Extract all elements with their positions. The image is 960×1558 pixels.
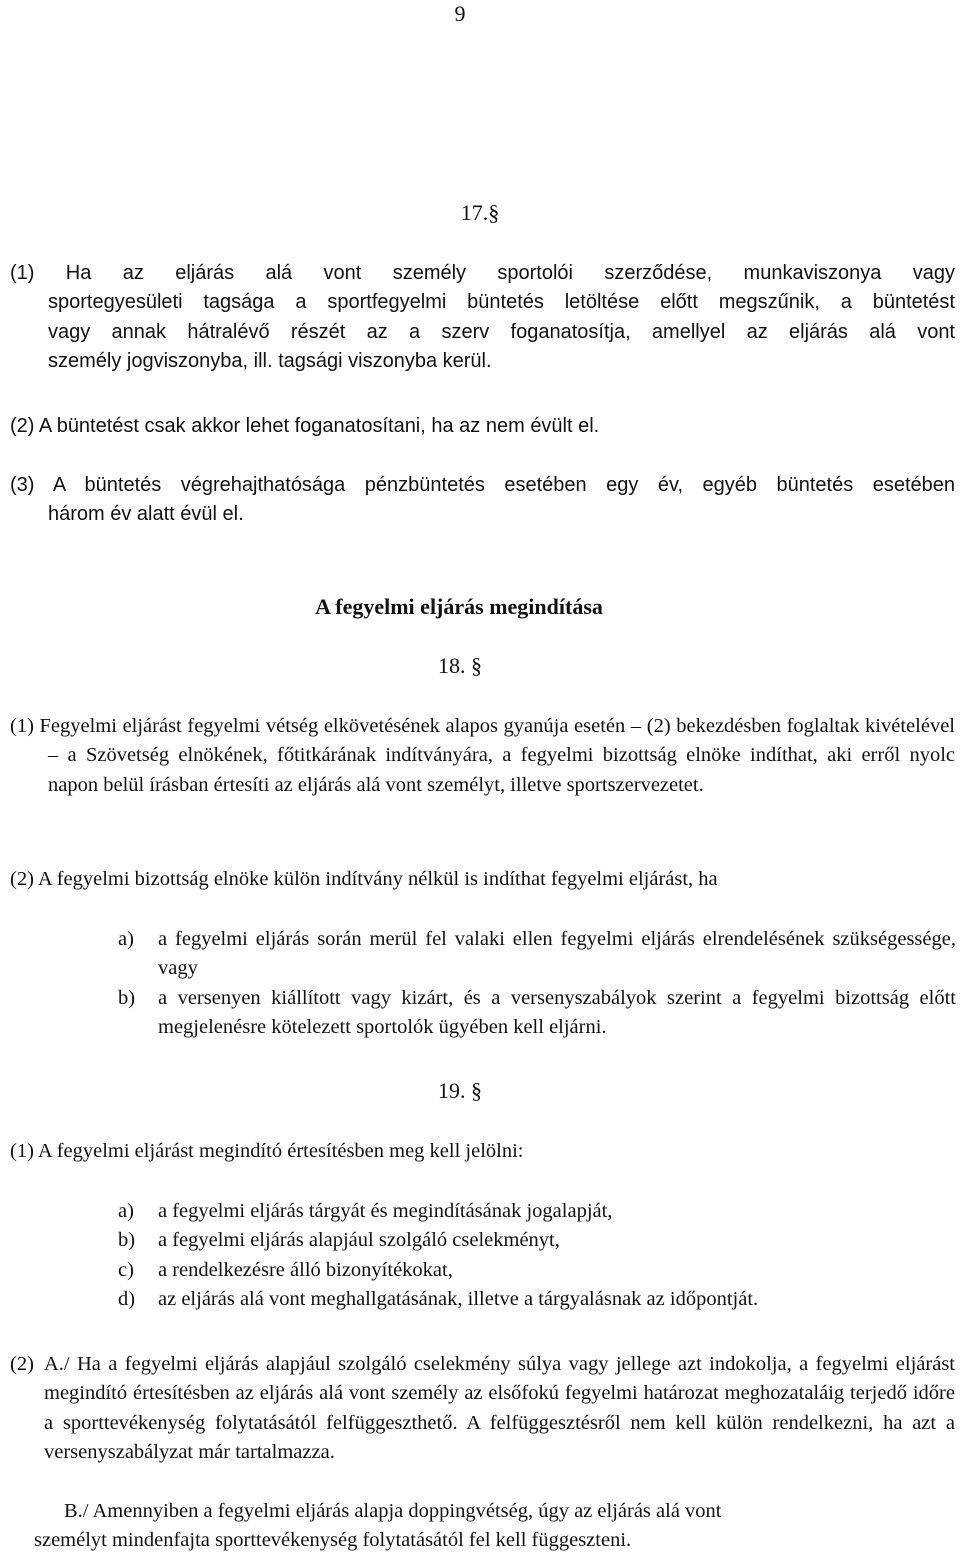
section-17-paragraph-2: (2) A büntetést csak akkor lehet foganatosítani, ha az nem évült el.	[10, 415, 600, 437]
section-17-paragraph-1	[10, 259, 955, 376]
list-item	[118, 1226, 956, 1255]
list-item-label: b)	[118, 1229, 136, 1252]
list-item	[118, 1285, 956, 1314]
list-item-label: c)	[118, 1258, 134, 1281]
page-number: 9	[454, 1, 466, 26]
section-18-paragraph-1: (1) Fegyelmi eljárást fegyelmi vétség elkövetésének alapos gyanúja esetén – (2) bekezdésben foglaltak kivételével – a Szövetség elnökének, főtitkárának indítványára, a fegyelmi bizottság elnöke indíthat, aki erről nyolc napon belül írásban értesíti az eljárás alá vont személyt, illetve sportszervezetet.	[10, 715, 955, 796]
paragraph-2a	[44, 1350, 955, 1467]
text-line: (1) Ha az eljárás alá vont személy sportolói szerződése, munkaviszonya vagy	[10, 262, 955, 284]
list-item-label: a)	[118, 928, 134, 950]
list-item-text: az eljárás alá vont meghallgatásának, illetve a tárgyalásnak az időpontját.	[158, 1287, 759, 1310]
list-item-text: a fegyelmi eljárás során merül fel valaki ellen fegyelmi eljárás elrendelésének szükségessége, vagy	[158, 928, 956, 980]
paragraph-2a-text: A./ Ha a fegyelmi eljárás alapjául szolgáló cselekmény súlya vagy jellege azt indokolja, a fegyelmi eljárást megindító értesítésben az eljárás alá vont személy az elsőfokú fegyelmi határozat meghozataláig terjedő időre a sporttevékenység folytatásától felfüggeszthető. A felfüggesztésről nem kell külön rendelkezni, ha azt a versenyszabályzat már tartalmazza.	[44, 1353, 955, 1463]
section-19-paragraph-2	[10, 1350, 955, 1467]
section-19-paragraph-2b	[10, 1497, 955, 1556]
text-line: vagy annak hátralévő részét az a szerv foganatosítja, amellyel az eljárás alá vont	[48, 320, 955, 343]
list-item-text: a fegyelmi eljárás tárgyát és megindításának jogalapját,	[158, 1200, 613, 1222]
list-item	[118, 984, 956, 1043]
list-item	[118, 925, 956, 984]
section-19-list	[118, 1197, 956, 1314]
section-heading: A fegyelmi eljárás megindítása	[315, 594, 603, 619]
list-item	[118, 1256, 956, 1285]
section-18-list	[118, 925, 956, 1042]
list-item-label: d)	[118, 1287, 136, 1310]
list-item-text: a rendelkezésre álló bizonyítékokat,	[158, 1258, 453, 1281]
section-18-paragraph-2: (2) A fegyelmi bizottság elnöke külön indítvány nélkül is indíthat fegyelmi eljárást, ha	[10, 868, 718, 890]
section-18-number: 18. §	[438, 653, 482, 678]
paragraph-number: (2)	[10, 1353, 34, 1375]
list-item-text: a fegyelmi eljárás alapjául szolgáló cselekményt,	[158, 1229, 560, 1252]
section-17-paragraph-3	[10, 471, 955, 530]
text-line: sportegyesületi tagsága a sportfegyelmi büntetés letöltése előtt megszűnik, a büntetést	[48, 291, 955, 314]
text-line: személyt mindenfajta sporttevékenység folytatásától fel kell függeszteni.	[34, 1529, 632, 1552]
section-17-number: 17.§	[460, 200, 500, 225]
list-item-label: a)	[118, 1200, 134, 1222]
section-19-number: 19. §	[438, 1078, 482, 1103]
list-item-text: a versenyen kiállított vagy kizárt, és a versenyszabályok szerint a fegyelmi bizottság előtt megjelenésre kötelezett sportolók ügyében kell eljárni.	[158, 986, 956, 1038]
text-line: három év alatt évül el.	[48, 503, 244, 526]
list-item	[118, 1197, 956, 1226]
text-line: B./ Amennyiben a fegyelmi eljárás alapja doppingvétség, úgy az eljárás alá vont	[64, 1500, 722, 1522]
text-line: személy jogviszonyba, ill. tagsági viszonyba kerül.	[48, 349, 492, 372]
list-item-label: b)	[118, 986, 136, 1009]
section-19-paragraph-1: (1) A fegyelmi eljárást megindító értesítésben meg kell jelölni:	[10, 1140, 524, 1162]
text-line: (3) A büntetés végrehajthatósága pénzbüntetés esetében egy év, egyéb büntetés esetében	[10, 474, 955, 496]
